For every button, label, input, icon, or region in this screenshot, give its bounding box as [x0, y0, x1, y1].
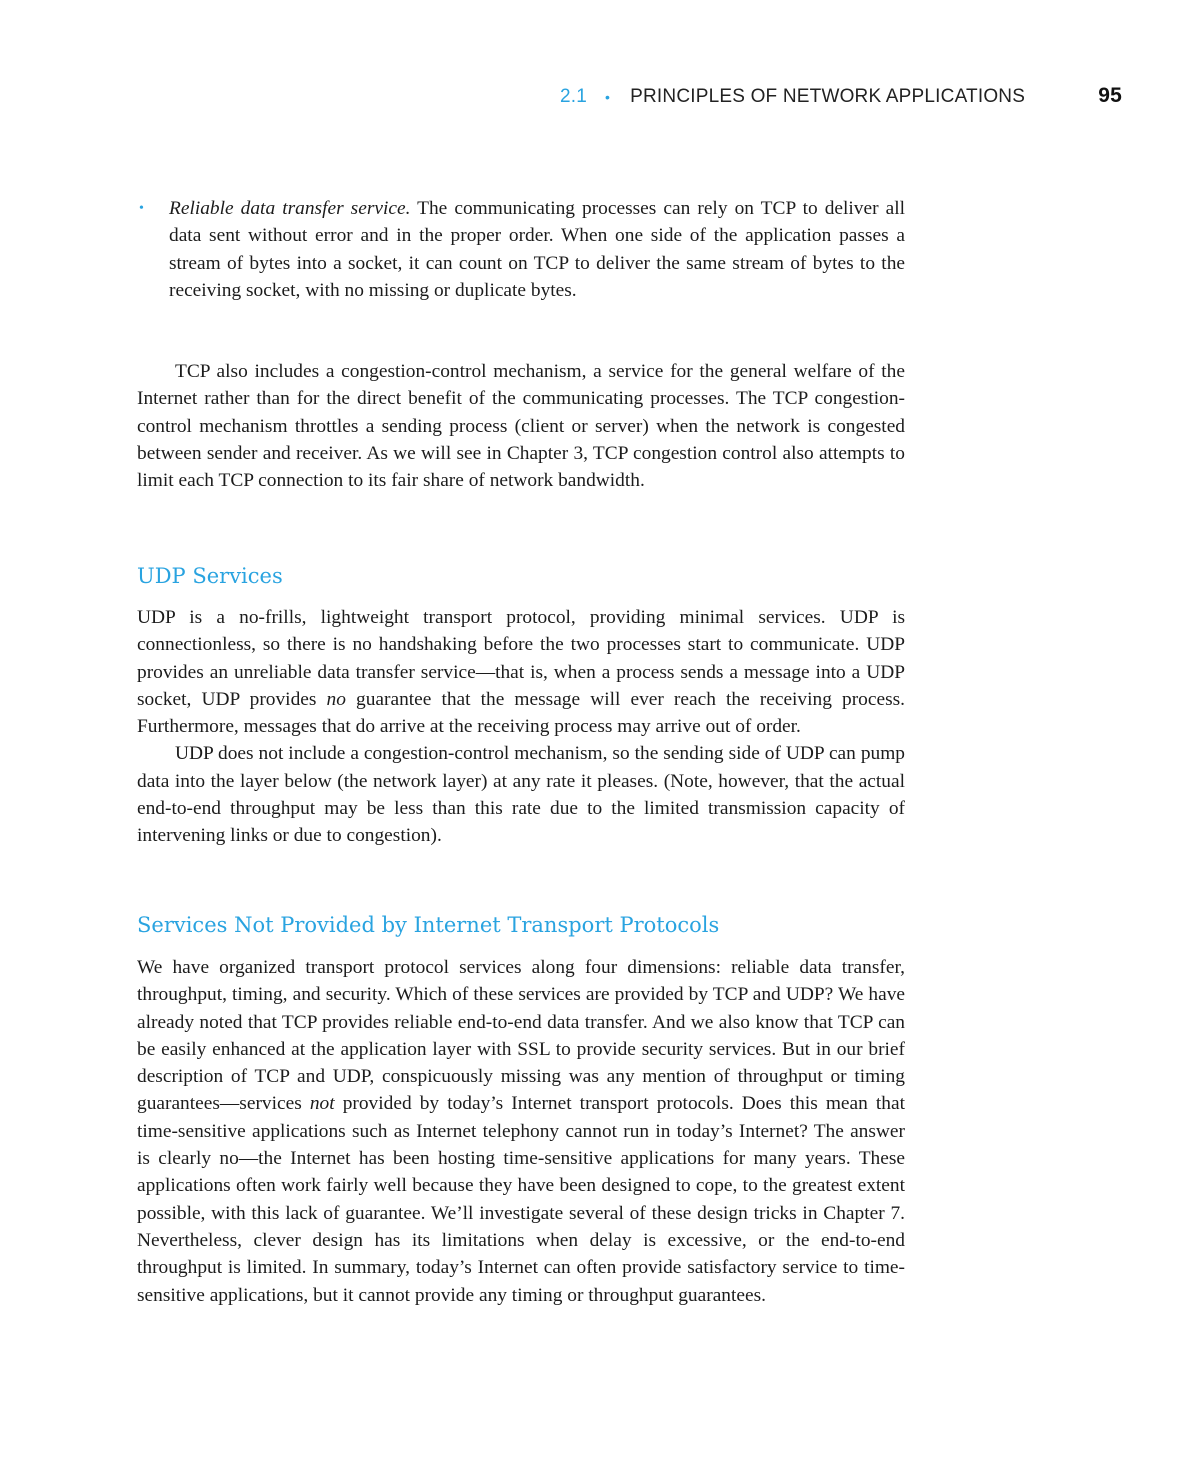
- page-number: 95: [1098, 84, 1122, 107]
- paragraph-services-not-provided: [137, 954, 905, 1309]
- not-provided-part2: provided by today’s Internet transport protocols. Does this mean that time-sensitive applications such as Internet telephony cannot run in today’s Internet? The answer is clearly no—the Internet has been hosting time-sensitive applications for many years. These applications often work fairly well because they have been designed to cope, to the greatest extent possible, with this lack of guarantee. We’ll investigate several of these design tricks in Chapter 7. Nevertheless, clever design has its limitations when delay is excessive, or the end-to-end throughput is limited. In summary, today’s Internet can often provide satisfactory service to time-sensitive applications, but it cannot provide any timing or throughput guarantees.: [137, 1093, 906, 1306]
- paragraph-tcp-congestion: TCP also includes a congestion-control mechanism, a service for the general welfare of the Internet rather than for the direct benefit of the communicating processes. The TCP congestion-control mechanism throttles a sending process (client or server) when the network is congested between sender and receiver. As we will see in Chapter 3, TCP congestion control also attempts to limit each TCP connection to its fair share of network bandwidth.: [137, 361, 905, 492]
- bullet-label: Reliable data transfer service.: [169, 198, 411, 219]
- paragraph-udp-intro: [137, 604, 905, 740]
- udp-emphasis: no: [326, 688, 346, 710]
- bullet-description: The communicating processes can rely on TCP to deliver all data sent without error and in the proper order. When one side of the application passes a stream of bytes into a socket, it can count on TCP to deliver the same stream of bytes to the receiving socket, with no missing or duplicate bytes.: [169, 198, 905, 301]
- not-provided-emphasis: not: [309, 1093, 335, 1115]
- chapter-section-title: PRINCIPLES OF NETWORK APPLICATIONS: [630, 86, 1026, 107]
- not-provided-part1: We have organized transport protocol services along four dimensions: reliable data transfer, throughput, timing, and security. Which of these services are provided by TCP and UDP? We have already noted that TCP provides reliable end-to-end data transfer. And we also know that TCP can be easily enhanced at the application layer with SSL to provide security services. But in our brief description of TCP and UDP, conspicuously missing was any mention of throughput or timing guarantees—services: [137, 957, 905, 1115]
- bullet-marker: •: [139, 201, 144, 216]
- udp-para-part2: guarantee that the message will ever reach the receiving process. Furthermore, messages that do arrive at the receiving process may arrive out of order.: [137, 688, 906, 738]
- header-bullet: •: [605, 89, 611, 105]
- heading-udp-services: UDP Services: [137, 564, 283, 588]
- udp-section-body: [137, 604, 905, 850]
- paragraph-udp-congestion: UDP does not include a congestion-control mechanism, so the sending side of UDP can pump data into the layer below (the network layer) at any rate it pleases. (Note, however, that the actual end-to-end throughput may be less than this rate due to the limited transmission capacity of intervening links or due to congestion).: [137, 743, 905, 847]
- bullet-text: [169, 195, 905, 304]
- running-header: [560, 84, 1122, 110]
- heading-services-not-provided: Services Not Provided by Internet Transport Protocols: [137, 913, 720, 937]
- section-number: 2.1: [560, 86, 588, 107]
- udp-para-part1: UDP is a no-frills, lightweight transport protocol, providing minimal services. UDP is connectionless, so there is no handshaking before the two processes start to communicate. UDP provides an unreliable data transfer service—that is, when a process sends a message into a UDP socket, UDP provides: [137, 607, 905, 710]
- bullet-item-reliable-transfer: [137, 195, 905, 304]
